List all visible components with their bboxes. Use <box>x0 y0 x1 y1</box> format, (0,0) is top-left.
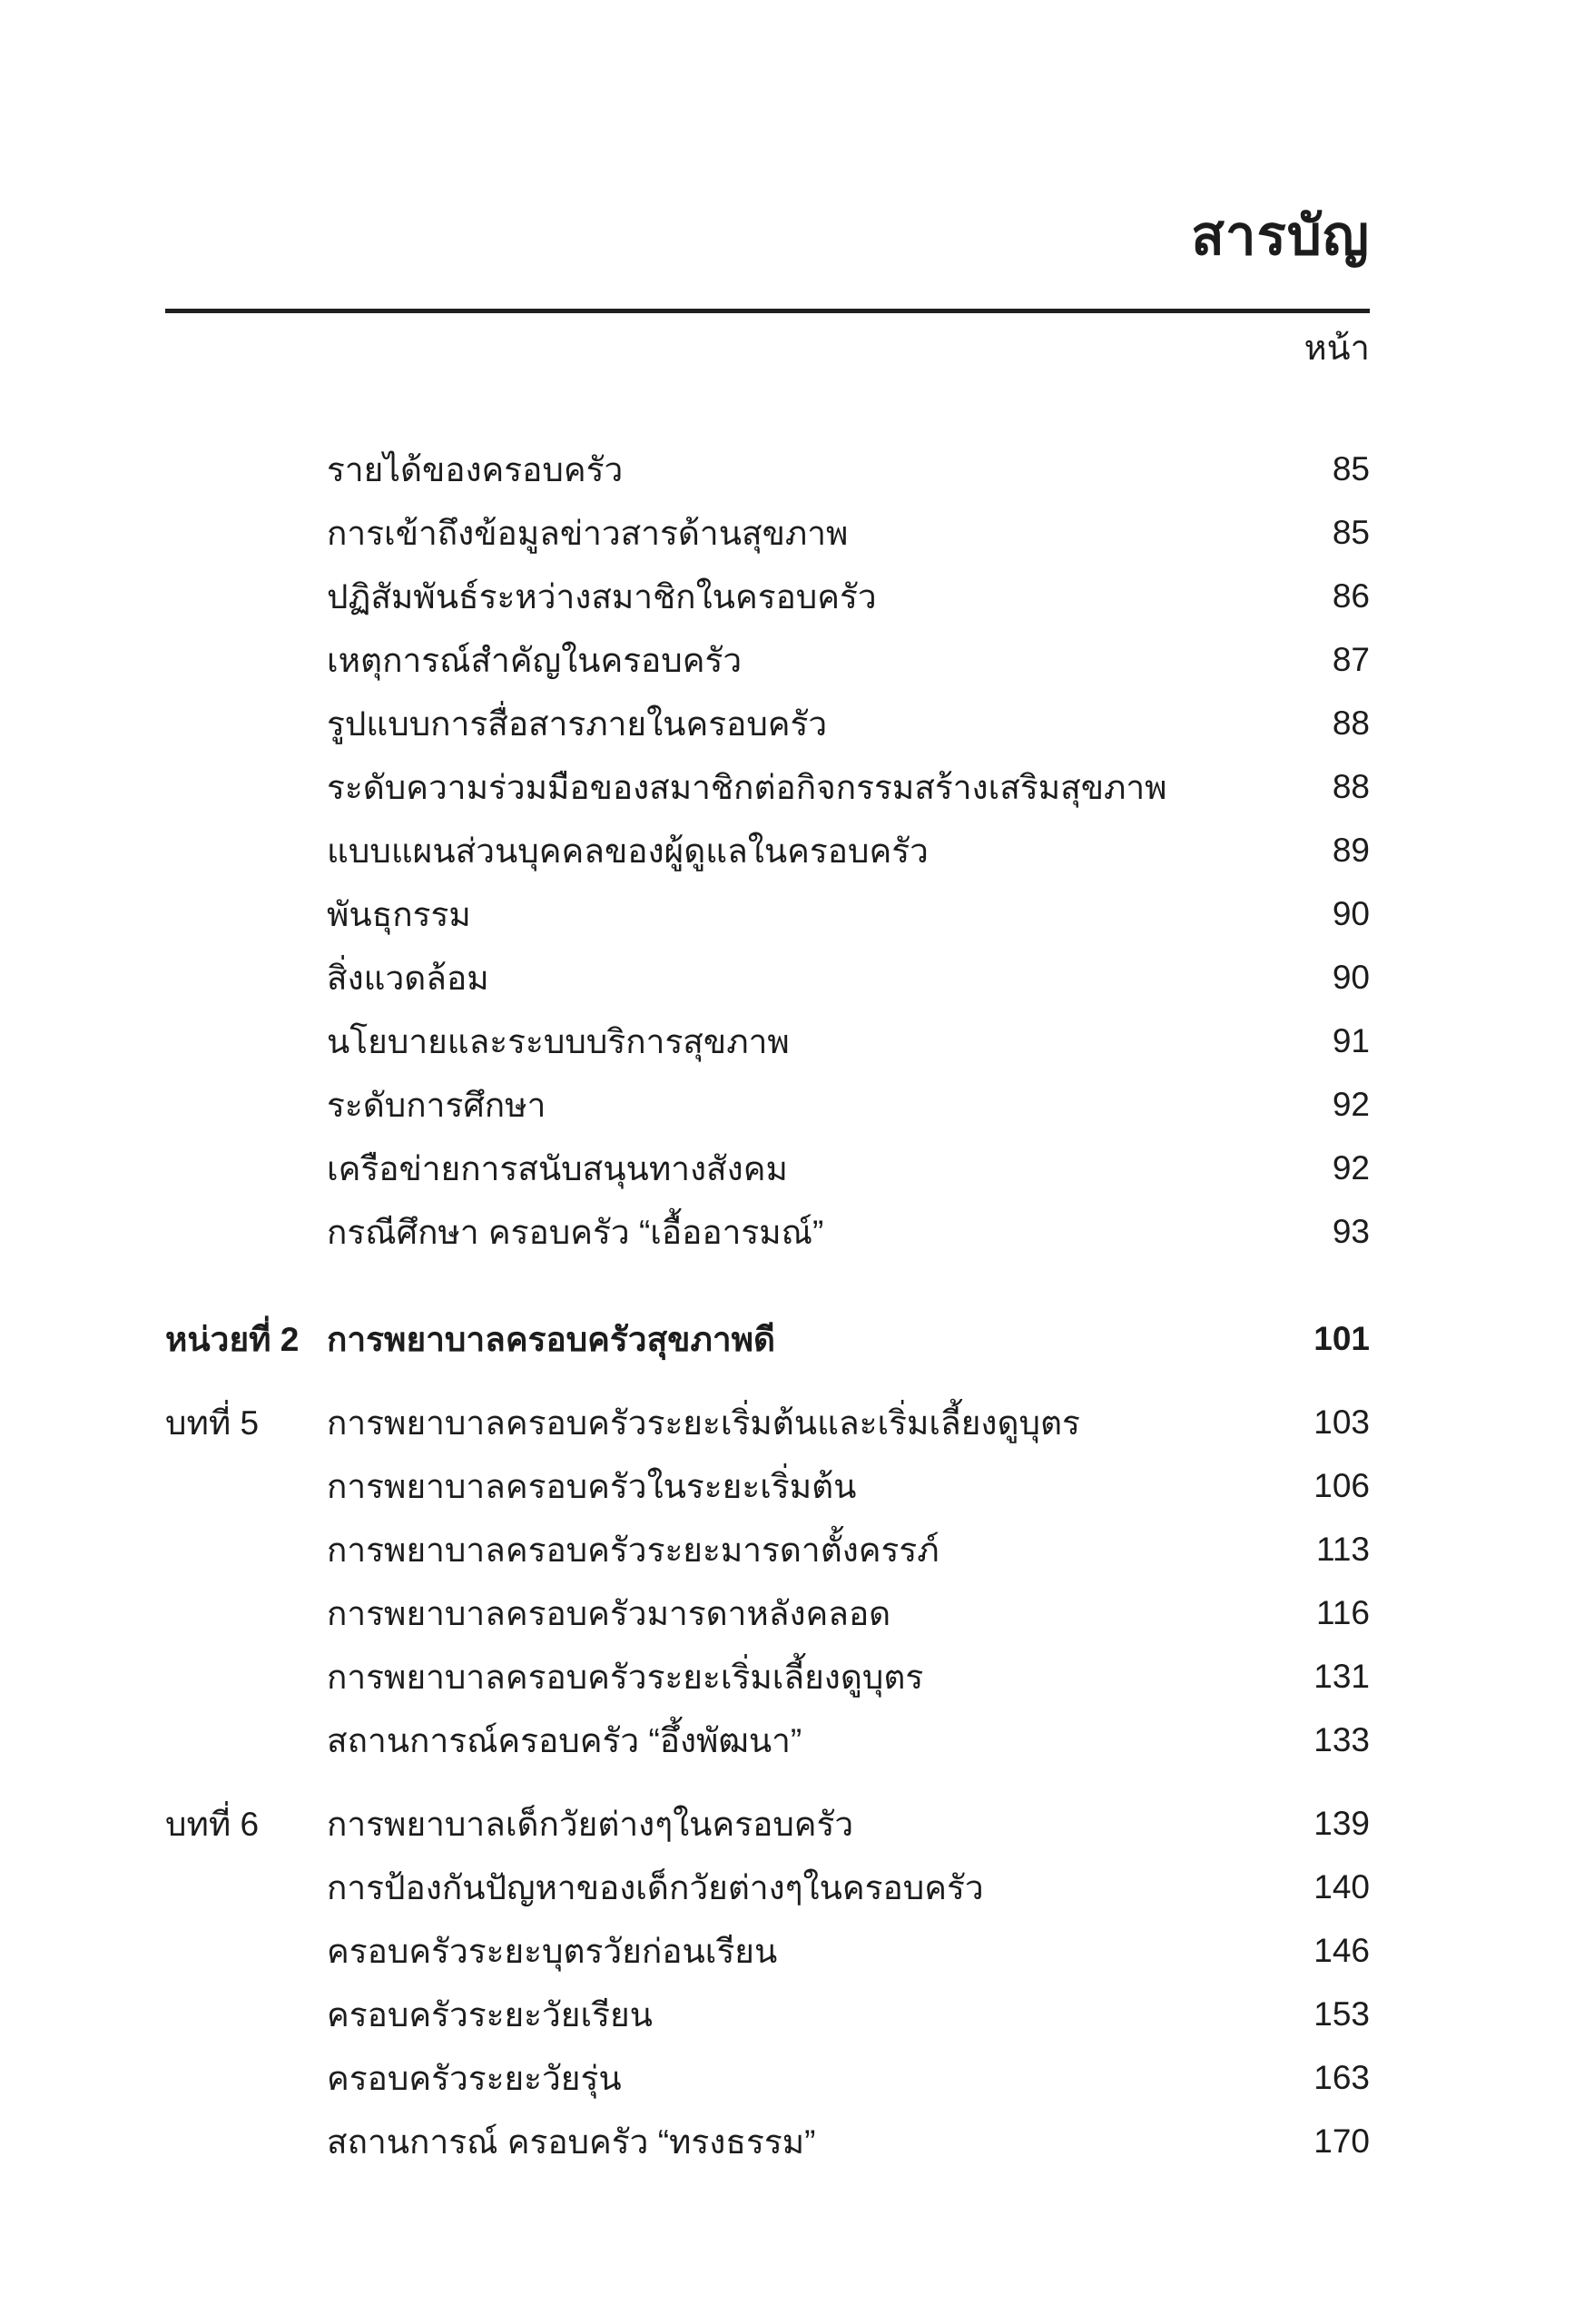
toc-entry-page: 101 <box>1313 1320 1370 1357</box>
toc-entry-page: 131 <box>1313 1658 1370 1695</box>
toc-entry-label: การพยาบาลครอบครัวในระยะเริ่มต้น <box>327 1467 857 1505</box>
toc-entry-label: พันธุกรรม <box>327 895 471 933</box>
toc-entry-page: 89 <box>1332 832 1370 869</box>
toc-entry-label: การพยาบาลครอบครัวมารดาหลังคลอด <box>327 1594 891 1632</box>
toc-entry <box>165 1919 1370 1983</box>
toc-entry-page: 146 <box>1313 1932 1370 1969</box>
toc-entry <box>165 819 1370 882</box>
toc-chapter-heading <box>165 1792 1370 1856</box>
toc-entry <box>165 565 1370 628</box>
toc-entry <box>165 1137 1370 1200</box>
toc-entry-page: 85 <box>1332 514 1370 551</box>
toc-entry-page: 90 <box>1332 959 1370 996</box>
toc-entry-page: 106 <box>1313 1467 1370 1504</box>
toc-entry-page: 90 <box>1332 895 1370 932</box>
toc-entry-label: ปฏิสัมพันธ์ระหว่างสมาชิกในครอบครัว <box>327 577 877 615</box>
toc-entry-label: เครือข่ายการสนับสนุนทางสังคม <box>327 1149 788 1187</box>
toc-entry-page: 140 <box>1313 1868 1370 1905</box>
toc-unit-title: การพยาบาลครอบครัวสุขภาพดี <box>327 1320 776 1358</box>
toc-entry-page: 133 <box>1313 1721 1370 1758</box>
toc-entry <box>165 2110 1370 2173</box>
toc-entry-label: ระดับความร่วมมือของสมาชิกต่อกิจกรรมสร้างเสริมสุขภาพ <box>327 768 1167 806</box>
toc-unit-heading <box>165 1307 1370 1371</box>
toc-entry <box>165 946 1370 1009</box>
toc-entry-page: 170 <box>1313 2122 1370 2160</box>
page-title: สารบัญ <box>1191 205 1370 266</box>
toc-entry <box>165 1200 1370 1264</box>
toc-entry <box>165 692 1370 755</box>
toc-entry <box>165 755 1370 819</box>
toc-chapter-number: บทที่ 6 <box>165 1805 260 1843</box>
toc-entry-label: รายได้ของครอบครัว <box>327 450 624 488</box>
toc-entry-page: 163 <box>1313 2059 1370 2096</box>
toc-entry-label: การเข้าถึงข้อมูลข่าวสารด้านสุขภาพ <box>327 514 849 552</box>
toc-chapter-title: การพยาบาลเด็กวัยต่างๆในครอบครัว <box>327 1805 854 1843</box>
toc-entry-page: 116 <box>1316 1594 1370 1631</box>
toc-entry-label: นโยบายและระบบบริการสุขภาพ <box>327 1022 790 1060</box>
toc-entry-label: กรณีศึกษา ครอบครัว “เอื้ออารมณ์” <box>327 1213 824 1251</box>
toc-entry <box>165 1581 1370 1645</box>
toc-entry-label: ครอบครัวระยะวัยเรียน <box>327 1995 653 2034</box>
toc-entry-label: สิ่งแวดล้อม <box>327 959 489 997</box>
toc-entry-label: การป้องกันปัญหาของเด็กวัยต่างๆในครอบครัว <box>327 1868 984 1906</box>
toc-entry-page: 103 <box>1313 1403 1370 1441</box>
toc-entry-page: 92 <box>1332 1149 1370 1187</box>
toc-entry-page: 92 <box>1332 1086 1370 1123</box>
toc-entry-page: 88 <box>1332 768 1370 805</box>
toc-entry <box>165 882 1370 946</box>
toc-entry-label: แบบแผนส่วนบุคคลของผู้ดูแลในครอบครัว <box>327 832 929 870</box>
toc-entry-label: เหตุการณ์สำคัญในครอบครัว <box>327 641 743 679</box>
toc-chapter-title: การพยาบาลครอบครัวระยะเริ่มต้นและเริ่มเลี้ยงดูบุตร <box>327 1403 1080 1442</box>
toc-entry <box>165 628 1370 692</box>
toc-entry <box>165 1983 1370 2046</box>
toc-entry-page: 153 <box>1313 1995 1370 2033</box>
toc-entry <box>165 1709 1370 1772</box>
toc-chapter-heading <box>165 1391 1370 1454</box>
toc-entry <box>165 438 1370 501</box>
toc-entry <box>165 1856 1370 1919</box>
toc-chapter-number: บทที่ 5 <box>165 1403 260 1442</box>
toc-entry-label: ระดับการศึกษา <box>327 1086 546 1124</box>
toc-entry-page: 139 <box>1313 1805 1370 1842</box>
toc-entry-page: 85 <box>1332 450 1370 487</box>
toc-entry <box>165 1518 1370 1581</box>
toc-entry-page: 86 <box>1332 577 1370 615</box>
toc-entry-page: 88 <box>1332 704 1370 742</box>
toc-entry-page: 87 <box>1332 641 1370 678</box>
toc-unit-number: หน่วยที่ 2 <box>165 1320 300 1358</box>
toc-entry-page: 93 <box>1332 1213 1370 1250</box>
toc-entry <box>165 1009 1370 1073</box>
page-column-header: หน้า <box>1304 330 1370 368</box>
toc-entry <box>165 1454 1370 1518</box>
toc-entry-label: การพยาบาลครอบครัวระยะมารดาตั้งครรภ์ <box>327 1531 940 1569</box>
toc-entry <box>165 2046 1370 2110</box>
toc-entry-label: สถานการณ์ ครอบครัว “ทรงธรรม” <box>327 2122 816 2161</box>
toc-entry <box>165 501 1370 565</box>
header-divider <box>165 309 1370 313</box>
toc-entry-label: ครอบครัวระยะบุตรวัยก่อนเรียน <box>327 1932 778 1970</box>
toc-entry-label: รูปแบบการสื่อสารภายในครอบครัว <box>327 704 828 743</box>
toc-entry-label: การพยาบาลครอบครัวระยะเริ่มเลี้ยงดูบุตร <box>327 1658 924 1696</box>
toc-list <box>165 438 1370 2173</box>
toc-entry-page: 113 <box>1316 1531 1370 1568</box>
toc-entry <box>165 1073 1370 1137</box>
toc-entry-page: 91 <box>1332 1022 1370 1059</box>
toc-entry <box>165 1645 1370 1709</box>
toc-entry-label: ครอบครัวระยะวัยรุ่น <box>327 2059 622 2097</box>
toc-entry-label: สถานการณ์ครอบครัว “อึ้งพัฒนา” <box>327 1721 802 1759</box>
